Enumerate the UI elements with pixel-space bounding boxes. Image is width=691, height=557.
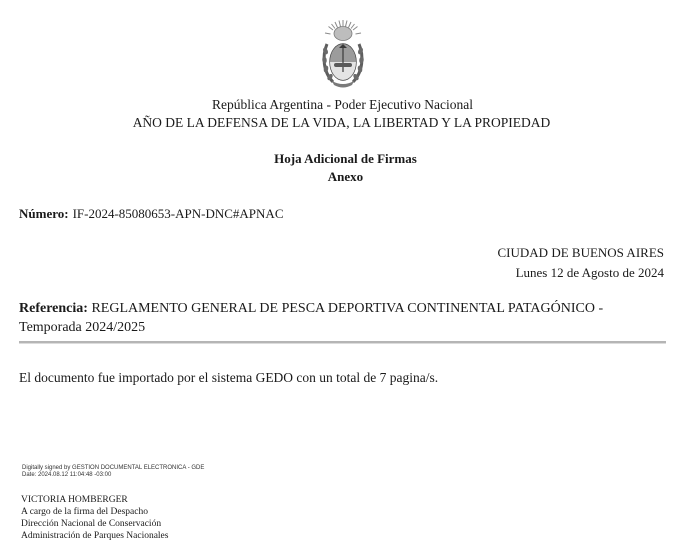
digital-signature-date: Date: 2024.08.12 11:04:48 -03:00 xyxy=(22,472,112,478)
signer-office: Dirección Nacional de Conservación xyxy=(21,519,162,529)
signer-name: VICTORIA HOMBERGER xyxy=(21,495,128,505)
document-number-value: IF-2024-85080653-APN-DNC#APNAC xyxy=(72,206,284,221)
reference-text: REGLAMENTO GENERAL DE PESCA DEPORTIVA CONTINENTAL PATAGÓNICO - Temporada 2024/2025 xyxy=(19,301,604,335)
document-number xyxy=(19,206,284,222)
argentina-coat-of-arms-icon xyxy=(318,18,368,92)
reference xyxy=(19,299,669,337)
year-motto: AÑO DE LA DEFENSA DE LA VIDA, LA LIBERTAD Y LA PROPIEDAD xyxy=(132,115,551,130)
document-subtitle: Anexo xyxy=(327,169,364,184)
digital-signature-stamp xyxy=(22,465,204,479)
body-text: El documento fue importado por el sistema GEDO con un total de 7 pagina/s. xyxy=(19,370,439,385)
signer-agency: Administración de Parques Nacionales xyxy=(21,531,169,541)
reference-label: Referencia: xyxy=(19,301,88,316)
signer-block xyxy=(21,494,168,542)
document-title: Hoja Adicional de Firmas xyxy=(274,151,417,166)
signer-role: A cargo de la firma del Despacho xyxy=(21,507,148,517)
digital-signature-line: Digitally signed by GESTION DOCUMENTAL ELECTRONICA - GDE xyxy=(22,465,205,471)
document-number-label: Número: xyxy=(19,206,69,221)
issue-date: Lunes 12 de Agosto de 2024 xyxy=(515,265,664,280)
issue-city: CIUDAD DE BUENOS AIRES xyxy=(497,245,664,260)
divider xyxy=(19,341,666,344)
government-header: República Argentina - Poder Ejecutivo Nacional xyxy=(211,97,474,112)
